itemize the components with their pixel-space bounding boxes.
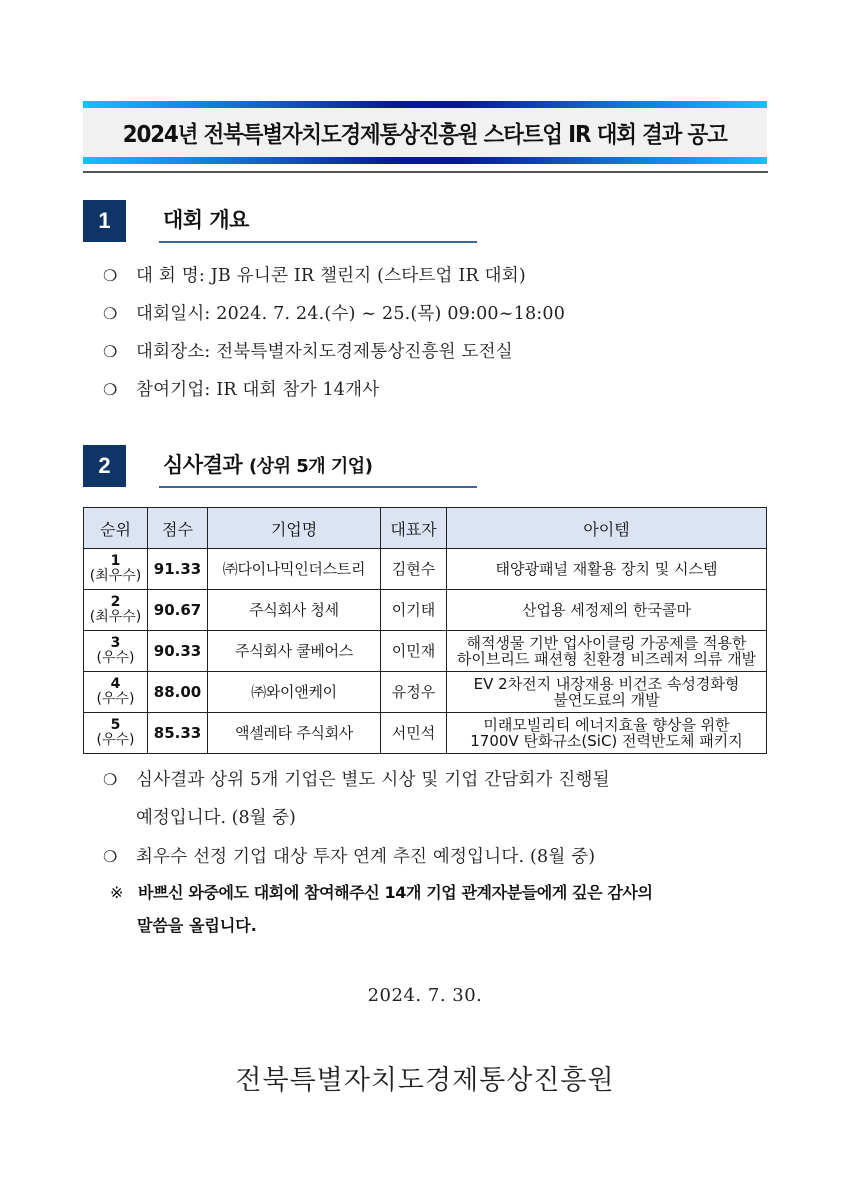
thanks-note	[110, 880, 653, 903]
item-cell	[447, 590, 767, 631]
bullet-text: 최우수 선정 기업 대상 투자 연계 추진 예정입니다. (8월 중)	[136, 847, 596, 867]
title-banner	[83, 101, 767, 169]
header-score: 점수	[148, 508, 208, 549]
item-line: 해적생물 기반 업사이클링 가공제를 적용한	[466, 633, 747, 652]
header-item: 아이템	[447, 508, 767, 549]
company-cell: 주식회사 쿨베어스	[208, 631, 381, 672]
rank-number: 4	[110, 675, 121, 692]
header-rank: 순위	[84, 508, 148, 549]
score-cell: 90.33	[148, 631, 208, 672]
rank-cell	[84, 672, 148, 713]
item-cell	[447, 672, 767, 713]
banner-bottom-bar	[83, 157, 767, 164]
note-text: 바쁘신 와중에도 대회에 참여해주신 14개 기업 관계자분들에게 깊은 감사의	[138, 883, 653, 902]
note-continuation: 말씀을 올립니다.	[137, 916, 257, 935]
banner-top-bar	[83, 101, 767, 108]
table-row	[84, 590, 767, 631]
section-title-sub: (상위 5개 기업)	[248, 456, 373, 477]
circle-bullet-icon: ❍	[103, 770, 118, 789]
company-cell: ㈜다이나믹인더스트리	[208, 549, 381, 590]
company-cell: 주식회사 청세	[208, 590, 381, 631]
item-line: 하이브리드 패션형 친환경 비즈레저 의류 개발	[456, 650, 757, 668]
table-row	[84, 549, 767, 590]
section-2-heading	[83, 445, 483, 487]
section-title	[163, 449, 372, 479]
item-line: 미래모빌리티 에너지효율 향상을 위한	[483, 715, 730, 734]
item-line: 산업용 세정제의 한국콜마	[522, 600, 691, 619]
rank-number: 1	[110, 552, 121, 569]
overview-text: 대회장소: 전북특별자치도경제통상진흥원 도전실	[136, 342, 513, 362]
overview-text: 대회일시: 2024. 7. 24.(수) ~ 25.(목) 09:00~18:00	[136, 304, 566, 324]
rank-number: 2	[110, 593, 121, 610]
circle-bullet-icon: ❍	[103, 380, 118, 399]
rank-grade: (우수)	[96, 732, 135, 748]
item-line: 1700V 탄화규소(SiC) 전력반도체 패키지	[470, 732, 743, 750]
header-ceo: 대표자	[381, 508, 447, 549]
rank-grade: (최우수)	[89, 609, 142, 625]
section-title: 대회 개요	[163, 208, 249, 232]
item-cell	[447, 631, 767, 672]
overview-item-venue	[103, 338, 513, 363]
section-number-box: 1	[83, 200, 126, 242]
company-cell: ㈜와이앤케이	[208, 672, 381, 713]
table-row	[84, 713, 767, 754]
table-row	[84, 631, 767, 672]
section-1-heading	[83, 200, 483, 242]
score-cell: 88.00	[148, 672, 208, 713]
circle-bullet-icon: ❍	[103, 266, 118, 285]
bullet-continuation: 예정입니다. (8월 중)	[136, 808, 296, 828]
rank-cell	[84, 631, 148, 672]
document-title: 2024년 전북특별자치도경제통상진흥원 스타트업 IR 대회 결과 공고	[123, 122, 727, 148]
circle-bullet-icon: ❍	[103, 304, 118, 323]
table-row	[84, 672, 767, 713]
section-number-box: 2	[83, 445, 126, 487]
ceo-cell: 유정우	[381, 672, 447, 713]
item-cell	[447, 713, 767, 754]
rank-cell	[84, 713, 148, 754]
company-cell: 액셀레타 주식회사	[208, 713, 381, 754]
item-line: 태양광패널 재활용 장치 및 시스템	[495, 559, 718, 578]
score-cell: 91.33	[148, 549, 208, 590]
banner-body	[83, 108, 767, 157]
overview-item-date	[103, 300, 565, 325]
item-line: 불연도료의 개발	[553, 691, 660, 709]
overview-text: 대 회 명: JB 유니콘 IR 챌린지 (스타트업 IR 대회)	[136, 266, 526, 286]
bullet-text: 심사결과 상위 5개 기업은 별도 시상 및 기업 간담회가 진행될	[136, 770, 610, 790]
rank-grade: (우수)	[96, 650, 135, 666]
issuing-organization: 전북특별자치도경제통상진흥원	[235, 1065, 615, 1096]
investment-bullet	[103, 843, 595, 868]
section-rule	[159, 486, 477, 488]
section-title-main: 심사결과	[163, 453, 243, 477]
item-cell	[447, 549, 767, 590]
banner-underline	[83, 171, 768, 173]
issue-date: 2024. 7. 30.	[367, 985, 483, 1006]
circle-bullet-icon: ❍	[103, 342, 118, 361]
rank-cell	[84, 590, 148, 631]
header-company: 기업명	[208, 508, 381, 549]
ceo-cell: 이기태	[381, 590, 447, 631]
score-cell: 90.67	[148, 590, 208, 631]
overview-text: 참여기업: IR 대회 참가 14개사	[136, 380, 380, 400]
results-table	[83, 507, 767, 754]
ceo-cell: 서민석	[381, 713, 447, 754]
circle-bullet-icon: ❍	[103, 847, 118, 866]
rank-cell	[84, 549, 148, 590]
rank-number: 3	[110, 634, 121, 651]
table-header-row	[84, 508, 767, 549]
result-followup-bullet	[103, 766, 610, 791]
rank-number: 5	[110, 716, 121, 733]
section-rule	[159, 241, 477, 243]
overview-item-participants	[103, 376, 379, 401]
ceo-cell: 이민재	[381, 631, 447, 672]
rank-grade: (최우수)	[89, 568, 142, 584]
rank-grade: (우수)	[96, 691, 135, 707]
reference-mark-icon: ※	[110, 883, 124, 902]
item-line: EV 2차전지 내장재용 비건조 속성경화형	[473, 674, 740, 693]
overview-item-name	[103, 262, 526, 287]
ceo-cell: 김현수	[381, 549, 447, 590]
score-cell: 85.33	[148, 713, 208, 754]
